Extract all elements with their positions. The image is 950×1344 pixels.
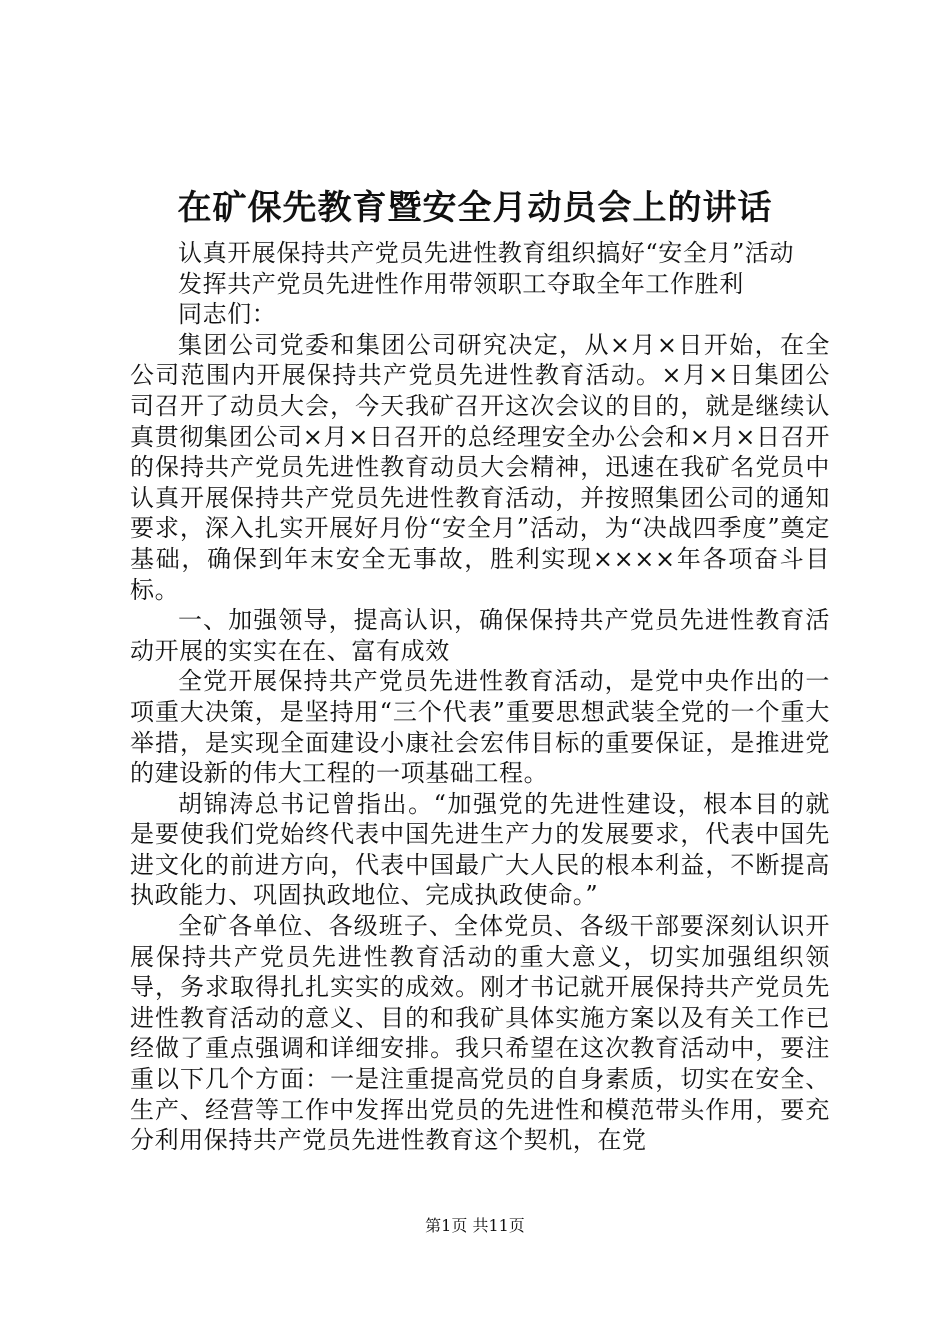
page-footer: 第1页 共11页: [425, 1216, 525, 1235]
paragraph-subtitle-2: 发挥共产党员先进性作用带领职工夺取全年工作胜利: [178, 269, 744, 298]
paragraph-subtitle-1: 认真开展保持共产党员先进性教育组织搞好“安全月”活动: [178, 239, 795, 267]
paragraph-body: 全矿各单位、各级班子、全体党员、各级干部要深刻认识开展保持共产党员先进性教育活动的重大意义，切实加强组织领导，务求取得扎扎实实的成效。刚才书记就开展保持共产党员先进性教育活动的意义、目的和我矿具体实施方案以及有关工作已经做了重点强调和详细安排。我只希望在这次教育活动中，要注重以下几个方面：一是注重提高党员的自身素质，切实在安全、生产、经营等工作中发挥出党员的先进性和模范带头作用，要充分利用保持共产党员先进性教育这个契机，在党: [130, 912, 830, 1155]
paragraph-heading-1: 一、加强领导，提高认识，确保保持共产党员先进性教育活动开展的实实在在、富有成效: [130, 606, 830, 665]
paragraph-body: 胡锦涛总书记曾指出。“加强党的先进性建设，根本目的就是要使我们党始终代表中国先进生产力的发展要求，代表中国先进文化的前进方向，代表中国最广大人民的根本利益，不断提高执政能力、巩固执政地位、完成执政使命。”: [130, 789, 830, 910]
document-body: [130, 238, 830, 1156]
paragraph-body: 全党开展保持共产党员先进性教育活动，是党中央作出的一项重大决策，是坚持用“三个代表”重要思想武装全党的一个重大举措，是实现全面建设小康社会宏伟目标的重要保证，是推进党的建设新的伟大工程的一项基础工程。: [130, 667, 830, 788]
paragraph-salutation: 同志们：: [178, 300, 277, 329]
document-title: 在矿保先教育暨安全月动员会上的讲话: [177, 188, 773, 228]
paragraph-intro: 集团公司党委和集团公司研究决定，从×月×日开始，在全公司范围内开展保持共产党员先进性教育活动。×月×日集团公司召开了动员大会，今天我矿召开这次会议的目的，就是继续认真贯彻集团公司×月×日召开的总经理安全办公会和×月×日召开的保持共产党员先进性教育动员大会精神，迅速在我矿名党员中认真开展保持共产党员先进性教育活动，并按照集团公司的通知要求，深入扎实开展好月份“安全月”活动，为“决战四季度”奠定基础，确保到年末安全无事故，胜利实现××××年各项奋斗目标。: [130, 330, 830, 604]
